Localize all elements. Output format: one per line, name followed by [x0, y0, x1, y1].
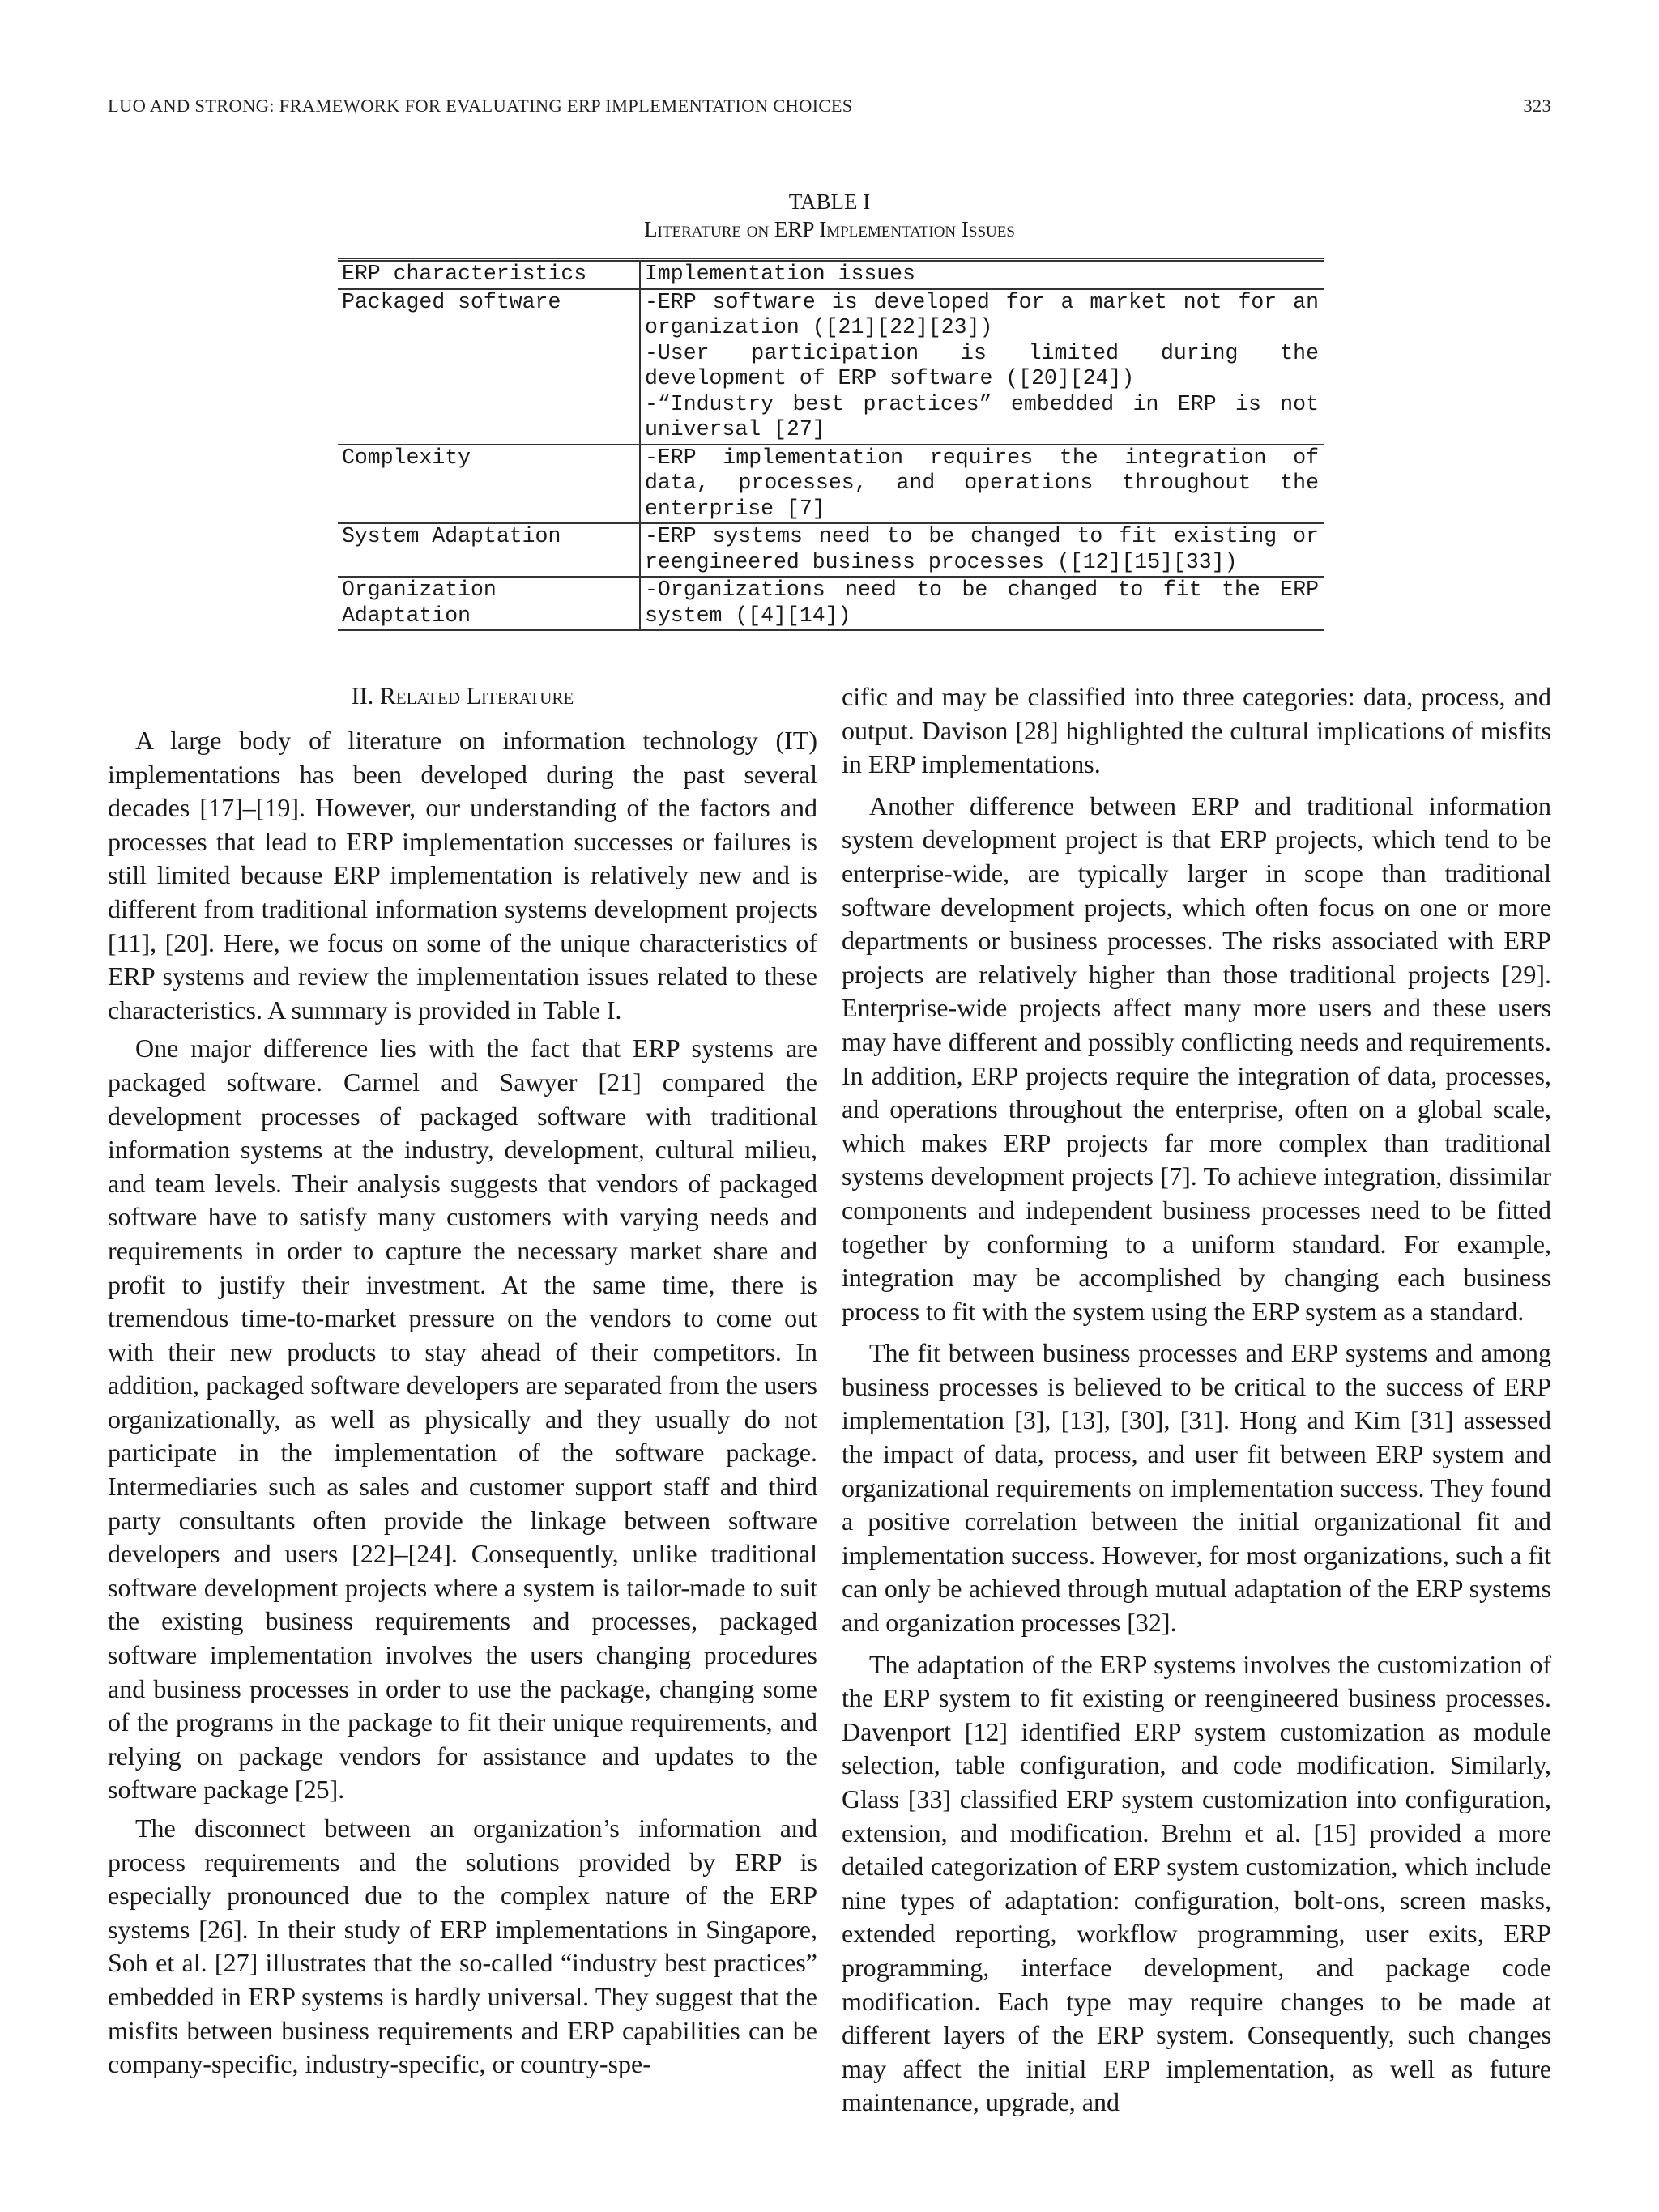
table-label: TABLE I	[788, 190, 871, 214]
table-title: Literature on ERP Implementation Issues	[644, 217, 1015, 241]
paragraph: Another difference between ERP and traditional information system development project is that ERP projects, which tend to be enterprise-wide, are typically larger in scope than traditional software development projects, which often focus on one or more departments or business processes. The risks associated with ERP projects are relatively higher than those traditional projects [29]. Enterprise-wide projects affect many more users and these users may have different and possibly conflicting needs and requirements. In addition, ERP projects require the integration of data, processes, and operations throughout the enterprise, often on a global scale, which makes ERP projects far more complex than traditional systems development projects [7]. To achieve integration, dissimilar components and independent business processes need to be fitted together by conforming to a uniform standard. For example, integration may be accomplished by changing each business process to fit with the system using the ERP system as a standard.	[842, 791, 1551, 1326]
table-row	[338, 577, 1324, 630]
issue-text: -ERP software is developed for a market not for an organization ([21][22][23])	[645, 289, 1319, 339]
running-title: LUO AND STRONG: FRAMEWORK FOR EVALUATING ERP IMPLEMENTATION CHOICES	[108, 96, 853, 116]
characteristic-cell: Packaged software	[338, 289, 640, 445]
paragraph: The fit between business processes and ERP systems and among business processes is believed to be critical to the success of ERP implementation [3], [13], [30], [31]. Hong and Kim [31] assessed the impact of data, process, and user fit between ERP system and organizational requirements on implementation success. They found a positive correlation between the initial organizational fit and implementation success. However, for most organizations, such a fit can only be achieved through mutual adaptation of the ERP systems and organization processes [32].	[842, 1338, 1551, 1638]
page-number: 323	[1523, 96, 1551, 116]
header-implementation-issues: Implementation issues	[645, 262, 915, 286]
characteristic-cell: Organization Adaptation	[338, 577, 640, 630]
paragraph: cific and may be classified into three categories: data, process, and output. Davison [28] highlighted the cultural implications of misfits in ERP implementations.	[842, 682, 1551, 779]
issue-text: -“Industry best practices” embedded in ERP is not universal [27]	[645, 391, 1319, 441]
paragraph: The adaptation of the ERP systems involves the customization of the ERP system to fit existing or reengineered business processes. Davenport [12] identified ERP system customization as module selection, table configuration, and code modification. Similarly, Glass [33] classified ERP system customization into configuration, extension, and modification. Brehm et al. [15] provided a more detailed categorization of ERP system customization, which include nine types of adaptation: configuration, bolt-ons, screen masks, extended reporting, workflow programming, user exits, ERP programming, interface development, and package code modification. Each type may require changes to be made at different layers of the ERP system. Consequently, such changes may affect the initial ERP implementation, as well as future maintenance, upgrade, and	[842, 1649, 1551, 2117]
issue-text: -ERP implementation requires the integration of data, processes, and operations throughout the enterprise [7]	[645, 445, 1319, 521]
running-head	[108, 96, 1551, 117]
issue-text: -User participation is limited during the development of ERP software ([20][24])	[645, 340, 1319, 390]
table-row	[338, 445, 1324, 524]
table-caption	[0, 188, 1659, 243]
issue-text: -Organizations need to be changed to fit the ERP system ([4][14])	[645, 578, 1319, 628]
header-erp-characteristics: ERP characteristics	[338, 260, 640, 289]
issues-cell	[640, 523, 1324, 577]
issues-cell	[640, 577, 1324, 630]
right-column	[842, 680, 1551, 2128]
table-row	[338, 523, 1324, 577]
paragraph: The disconnect between an organization’s information and process requirements and the solutions provided by ERP is especially pronounced due to the complex nature of the ERP systems [26]. In their study of ERP implementations in Singapore, Soh et al. [27] illustrates that the so-called “industry best practices” embedded in ERP systems is hardly universal. They suggest that the misfits between business requirements and ERP capabilities can be company-specific, industry-specific, or country-spe-	[108, 1813, 817, 2079]
characteristic-cell: System Adaptation	[338, 523, 640, 577]
characteristic-cell: Complexity	[338, 445, 640, 524]
left-column	[108, 680, 817, 2086]
issues-cell	[640, 445, 1324, 524]
literature-table	[338, 258, 1324, 631]
issues-cell	[640, 289, 1324, 445]
table-header-row	[338, 260, 1324, 289]
section-heading: II. Related Literature	[351, 683, 574, 710]
issue-text: -ERP systems need to be changed to fit existing or reengineered business processes ([12][15][33])	[645, 524, 1319, 574]
paragraph: A large body of literature on information technology (IT) implementations has been developed during the past several decades [17]–[19]. However, our understanding of the factors and processes that lead to ERP implementation successes or failures is still limited because ERP implementation is relatively new and is different from traditional information systems development projects [11], [20]. Here, we focus on some of the unique characteristics of ERP systems and review the implementation issues related to these characteristics. A summary is provided in Table I.	[108, 726, 817, 1025]
paragraph: One major difference lies with the fact that ERP systems are packaged software. Carmel and Sawyer [21] compared the development processes of packaged software with traditional information systems at the industry, development, cultural milieu, and team levels. Their analysis suggests that vendors of packaged software have to satisfy many customers with varying needs and requirements in order to capture the necessary market share and profit to justify their investment. At the same time, there is tremendous time-to-market pressure on the vendors to come out with their new products to stay ahead of their competitors. In addition, packaged software developers are separated from the users organizationally, as well as physically and they usually do not participate in the implementation of the software package. Intermediaries such as sales and customer support staff and third party consultants often provide the linkage between software developers and users [22]–[24]. Consequently, unlike traditional software development projects where a system is tailor-made to suit the existing business requirements and processes, packaged software implementation involves the users changing procedures and business processes in order to use the package, changing some of the programs in the package to fit their unique requirements, and relying on package vendors for assistance and updates to the software package [25].	[108, 1034, 817, 1805]
table-row	[338, 289, 1324, 445]
